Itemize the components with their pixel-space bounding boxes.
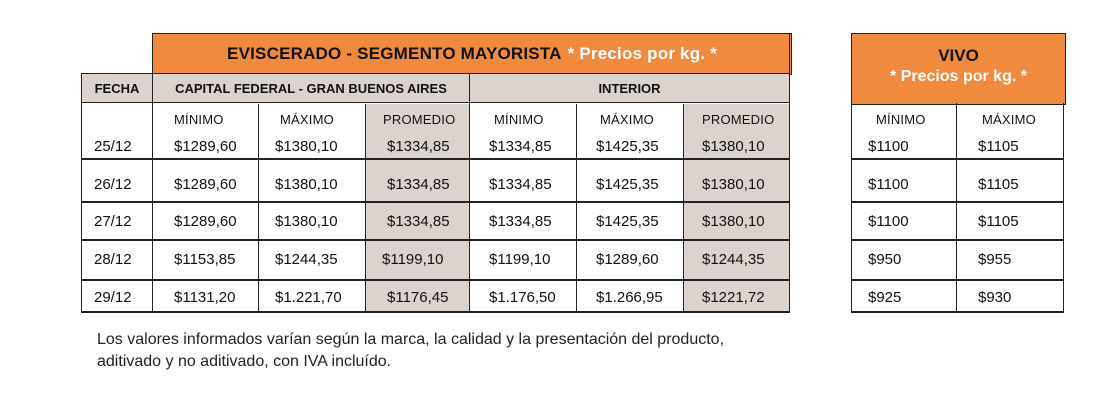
value-cell: $1425,35 <box>596 138 659 155</box>
capital-promedio-header: PROMEDIO <box>383 112 456 127</box>
col-divider <box>469 73 470 312</box>
value-cell: $1289,60 <box>174 176 237 193</box>
vivo-maximo-header: MÁXIMO <box>982 112 1036 127</box>
interior-group-header <box>469 73 790 103</box>
value-cell: $1221,72 <box>702 289 765 306</box>
col-divider <box>789 33 790 312</box>
capital-group-label: CAPITAL FEDERAL - GRAN BUENOS AIRES <box>175 80 447 96</box>
footnote-line-2: aditivado y no aditivado, con IVA incluído. <box>97 353 392 370</box>
interior-minimo-header: MÍNIMO <box>494 112 544 127</box>
value-cell: $1334,85 <box>387 138 450 155</box>
value-cell: $1380,10 <box>702 138 765 155</box>
vivo-col-divider <box>851 103 852 312</box>
value-cell: $1.176,50 <box>489 289 556 306</box>
vivo-row-divider <box>851 158 1064 160</box>
footnote <box>97 329 797 373</box>
vivo-value-cell: $1100 <box>868 213 909 230</box>
value-cell: $1334,85 <box>387 176 450 193</box>
col-divider <box>152 73 153 312</box>
vivo-value-cell: $1105 <box>978 213 1019 230</box>
interior-group-label: INTERIOR <box>598 80 661 96</box>
date-cell: 27/12 <box>94 213 132 230</box>
capital-minimo-header: MÍNIMO <box>174 112 224 127</box>
vivo-value-cell: $1105 <box>978 138 1019 155</box>
eviscerado-title-bar <box>152 33 792 75</box>
value-cell: $1289,60 <box>596 251 659 268</box>
value-cell: $1199,10 <box>489 251 551 268</box>
col-divider <box>258 104 259 312</box>
value-cell: $1334,85 <box>489 176 552 193</box>
vivo-row-divider <box>851 279 1064 281</box>
vivo-value-cell: $950 <box>868 251 902 268</box>
vivo-row-divider <box>851 201 1064 203</box>
date-cell: 28/12 <box>94 251 132 268</box>
vivo-row-divider <box>851 239 1064 241</box>
vivo-value-cell: $955 <box>978 251 1012 268</box>
value-cell: $1244,35 <box>702 251 765 268</box>
value-cell: $1131,20 <box>174 289 236 306</box>
value-cell: $1425,35 <box>596 176 659 193</box>
capital-group-header <box>152 73 470 103</box>
vivo-value-cell: $925 <box>868 289 902 306</box>
value-cell: $1380,10 <box>275 176 338 193</box>
value-cell: $1153,85 <box>174 251 236 268</box>
value-cell: $1.266,95 <box>596 289 663 306</box>
value-cell: $1289,60 <box>174 213 237 230</box>
value-cell: $1334,85 <box>387 213 450 230</box>
value-cell: $1334,85 <box>489 138 552 155</box>
col-divider <box>576 104 577 312</box>
capital-promedio-column-bg <box>365 104 469 312</box>
value-cell: $1289,60 <box>174 138 237 155</box>
vivo-col-divider <box>1063 103 1064 312</box>
fecha-header-label: FECHA <box>94 80 140 96</box>
value-cell: $1380,10 <box>702 213 765 230</box>
vivo-title: VIVO <box>938 46 979 65</box>
footnote-line-1: Los valores informados varían según la marca, la calidad y la presentación del producto, <box>97 331 725 348</box>
vivo-value-cell: $1105 <box>978 176 1019 193</box>
value-cell: $1199,10 <box>382 251 444 268</box>
col-divider <box>683 104 684 312</box>
value-cell: $1380,10 <box>702 176 765 193</box>
vivo-value-cell: $1100 <box>868 138 909 155</box>
interior-promedio-header: PROMEDIO <box>702 112 775 127</box>
value-cell: $1380,10 <box>275 213 338 230</box>
vivo-title-note: * Precios por kg. * <box>890 68 1027 85</box>
interior-maximo-header: MÁXIMO <box>600 112 654 127</box>
date-cell: 29/12 <box>94 289 132 306</box>
col-divider <box>365 104 366 312</box>
value-cell: $1425,35 <box>596 213 659 230</box>
vivo-title-bar <box>851 33 1066 105</box>
col-divider <box>81 73 82 312</box>
value-cell: $1334,85 <box>489 213 552 230</box>
vivo-minimo-header: MÍNIMO <box>876 112 926 127</box>
value-cell: $1176,45 <box>387 289 449 306</box>
vivo-col-divider <box>956 103 957 312</box>
vivo-value-cell: $1100 <box>868 176 909 193</box>
date-cell: 25/12 <box>94 138 132 155</box>
vivo-row-divider <box>851 311 1064 313</box>
capital-maximo-header: MÁXIMO <box>280 112 334 127</box>
value-cell: $1244,35 <box>275 251 338 268</box>
eviscerado-title: EVISCERADO - SEGMENTO MAYORISTA <box>227 44 562 63</box>
value-cell: $1380,10 <box>275 138 338 155</box>
date-cell: 26/12 <box>94 176 132 193</box>
fecha-header <box>81 73 153 103</box>
interior-promedio-column-bg <box>683 104 790 312</box>
eviscerado-title-note: * Precios por kg. * <box>567 44 717 63</box>
value-cell: $1.221,70 <box>275 289 342 306</box>
vivo-value-cell: $930 <box>978 289 1012 306</box>
